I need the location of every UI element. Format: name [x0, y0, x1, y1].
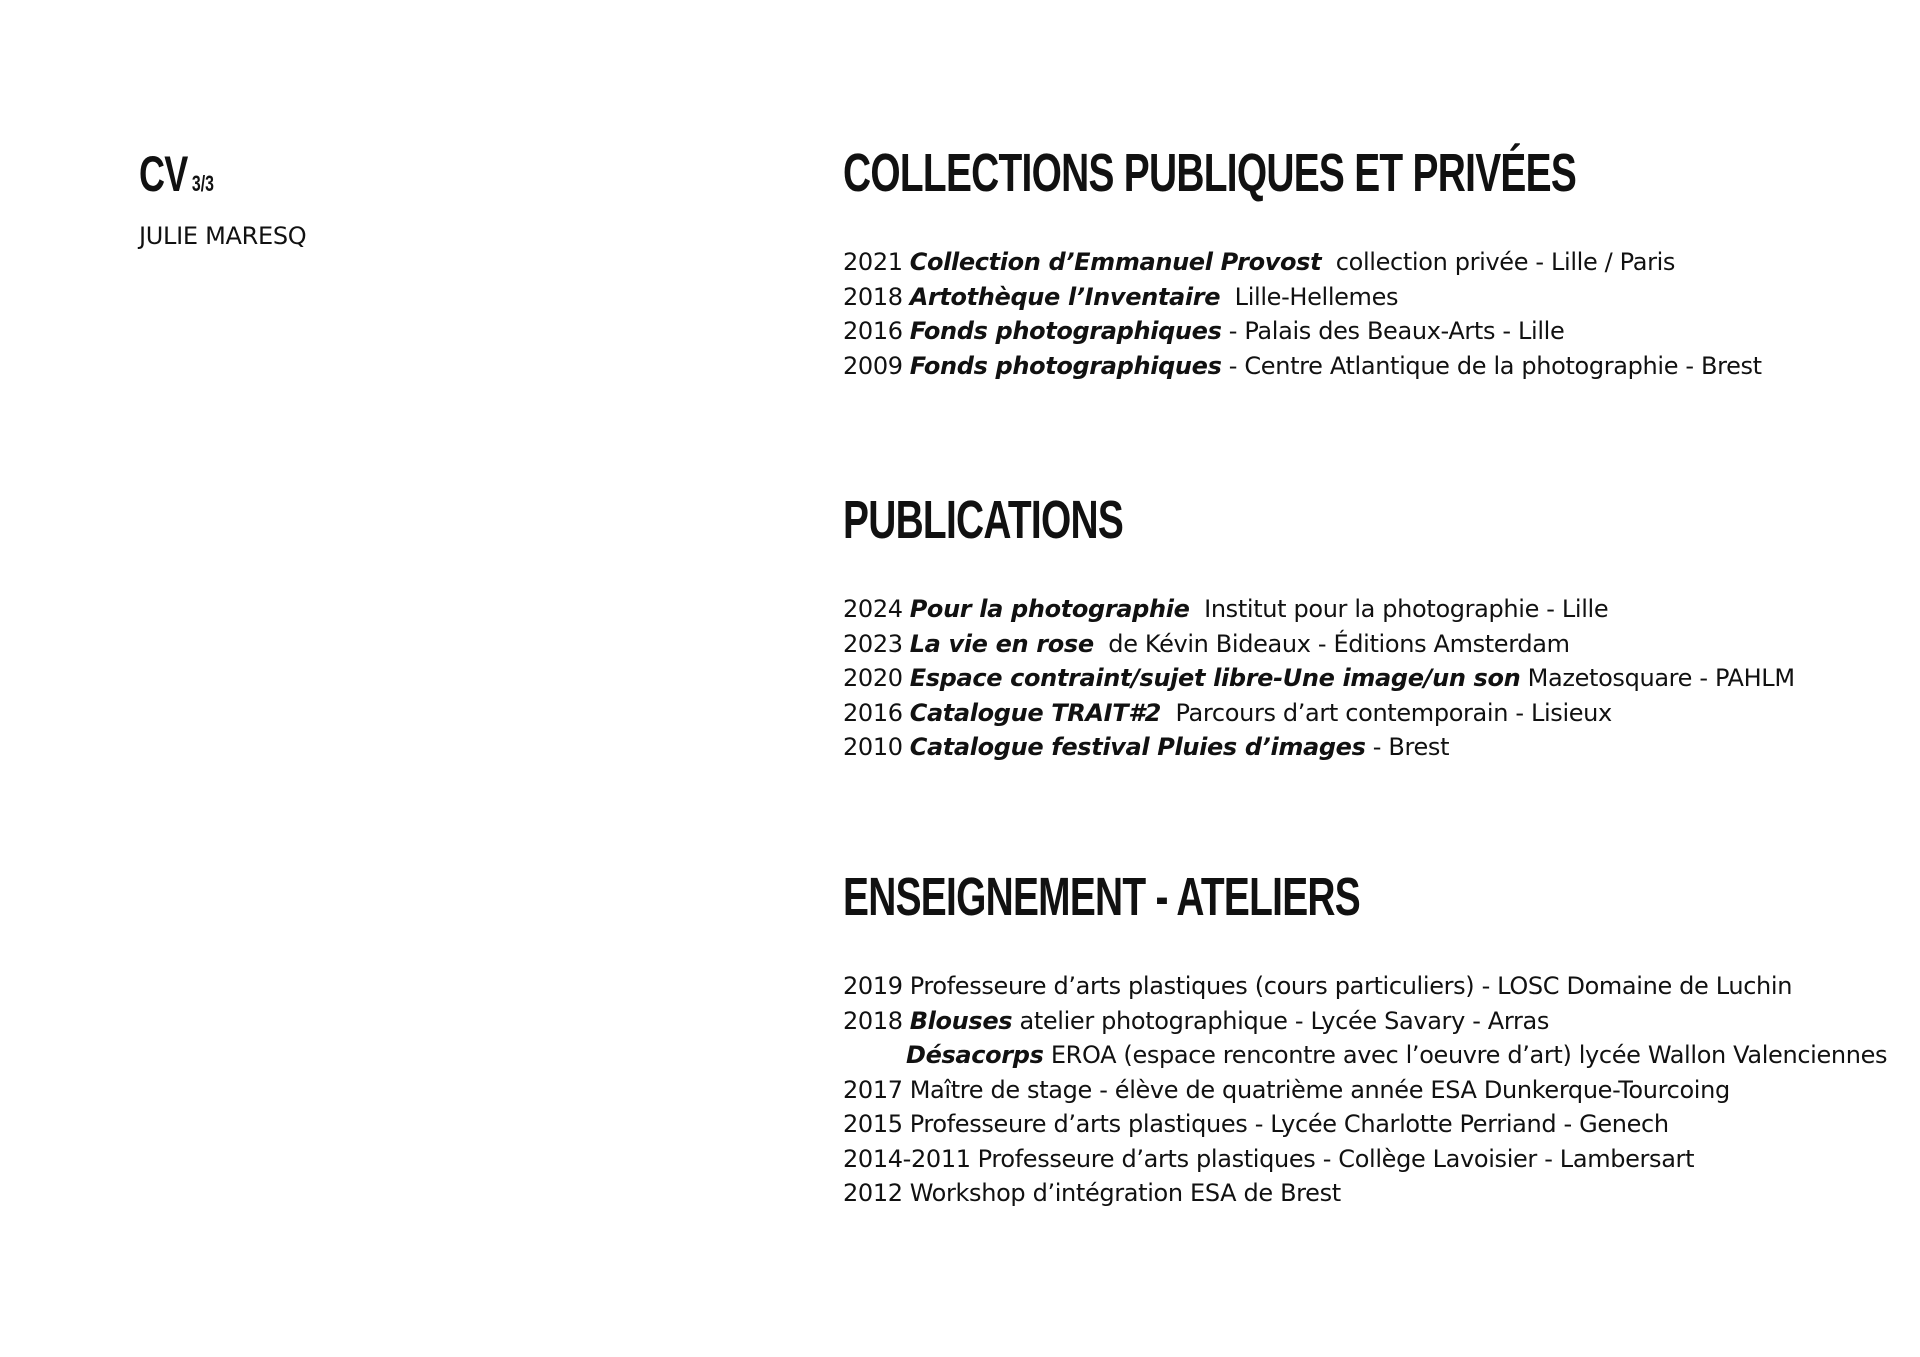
entry-row [843, 280, 1893, 315]
entry-title: Espace contraint/sujet libre-Une image/un son [909, 664, 1521, 692]
entry-year: 2012 [843, 1179, 903, 1207]
entry-year: 2023 [843, 629, 903, 658]
entry-row [843, 1004, 1893, 1039]
entry-row [843, 349, 1893, 384]
entry-title: Catalogue TRAIT#2 [909, 698, 1161, 727]
entry-year: 2009 [843, 351, 903, 380]
entry-detail: Parcours d’art contemporain - Lisieux [1160, 698, 1612, 727]
entry-row [843, 592, 1893, 627]
entry-year: 2020 [843, 664, 903, 692]
entry-year: 2019 [843, 972, 903, 1000]
author-name: JULIE MARESQ [139, 222, 307, 250]
entry-row [843, 969, 1893, 1004]
entry-year: 2010 [843, 733, 903, 761]
entry-detail: atelier photographique - Lycée Savary - Arras [1012, 1006, 1549, 1035]
entry-title: Catalogue festival Pluies d’images [909, 733, 1366, 761]
cv-header [139, 146, 306, 250]
entry-title: Désacorps [906, 1041, 1044, 1069]
entry-detail: de Kévin Bideaux - Éditions Amsterdam [1093, 629, 1570, 658]
entry-detail: collection privée - Lille / Paris [1321, 248, 1676, 276]
entry-detail: Professeure d’arts plastiques - Collège Lavoisier - Lambersart [977, 1144, 1695, 1173]
entry-year: 2024 [843, 595, 903, 623]
entry-year: 2018 [843, 1006, 903, 1035]
section-heading: PUBLICATIONS [843, 490, 1124, 550]
entry-detail: Institut pour la photographie - Lille [1189, 595, 1609, 623]
section-heading: ENSEIGNEMENT - ATELIERS [843, 867, 1361, 927]
cv-title [139, 146, 260, 212]
entry-detail: Workshop d’intégration ESA de Brest [909, 1179, 1341, 1207]
entry-detail: EROA (espace rencontre avec l’oeuvre d’art) lycée Wallon Valenciennes [1043, 1041, 1888, 1069]
entry-row [843, 696, 1893, 731]
entry-title: Pour la photographie [909, 595, 1190, 623]
entry-row [843, 627, 1893, 662]
entry-row [843, 314, 1893, 349]
entry-year: 2016 [843, 317, 903, 345]
entry-detail: - Brest [1365, 733, 1450, 761]
entry-list [843, 245, 1893, 383]
entry-detail: - Palais des Beaux-Arts - Lille [1221, 317, 1565, 345]
entry-year: 2015 [843, 1110, 903, 1138]
entry-title: Blouses [909, 1006, 1013, 1035]
entry-detail: - Centre Atlantique de la photographie - Brest [1221, 351, 1762, 380]
entry-row [843, 1176, 1893, 1211]
section-collections [843, 143, 1893, 383]
entry-year: 2016 [843, 698, 903, 727]
entry-title: La vie en rose [909, 629, 1094, 658]
entry-title: Artothèque l’Inventaire [909, 282, 1221, 311]
entry-row [843, 1142, 1893, 1177]
entry-title: Fonds photographiques [909, 351, 1222, 380]
entry-year: 2018 [843, 282, 903, 311]
entry-row [843, 1073, 1893, 1108]
page-indicator: 3/3 [191, 171, 214, 196]
entry-row [843, 1107, 1893, 1142]
entry-title: Collection d’Emmanuel Provost [909, 248, 1322, 276]
entry-detail: Mazetosquare - PAHLM [1520, 664, 1795, 692]
entry-row [843, 245, 1893, 280]
entry-year: 2017 [843, 1075, 903, 1104]
section-teaching [843, 867, 1893, 1211]
entry-row [843, 730, 1893, 765]
entry-year: 2021 [843, 248, 903, 276]
entry-detail: Lille-Hellemes [1220, 282, 1399, 311]
entry-title: Fonds photographiques [909, 317, 1222, 345]
entry-year: 2014-2011 [843, 1144, 971, 1173]
entry-detail: Professeure d’arts plastiques (cours particuliers) - LOSC Domaine de Luchin [909, 972, 1793, 1000]
section-publications [843, 490, 1893, 765]
entry-list [843, 592, 1893, 765]
entry-detail: Maître de stage - élève de quatrième année ESA Dunkerque-Tourcoing [909, 1075, 1730, 1104]
entry-row [843, 1038, 1893, 1073]
entry-row [843, 661, 1893, 696]
entry-detail: Professeure d’arts plastiques - Lycée Charlotte Perriand - Genech [909, 1110, 1669, 1138]
entry-list [843, 969, 1893, 1211]
section-heading: COLLECTIONS PUBLIQUES ET PRIVÉES [843, 143, 1577, 203]
cv-label: CV [139, 146, 188, 202]
